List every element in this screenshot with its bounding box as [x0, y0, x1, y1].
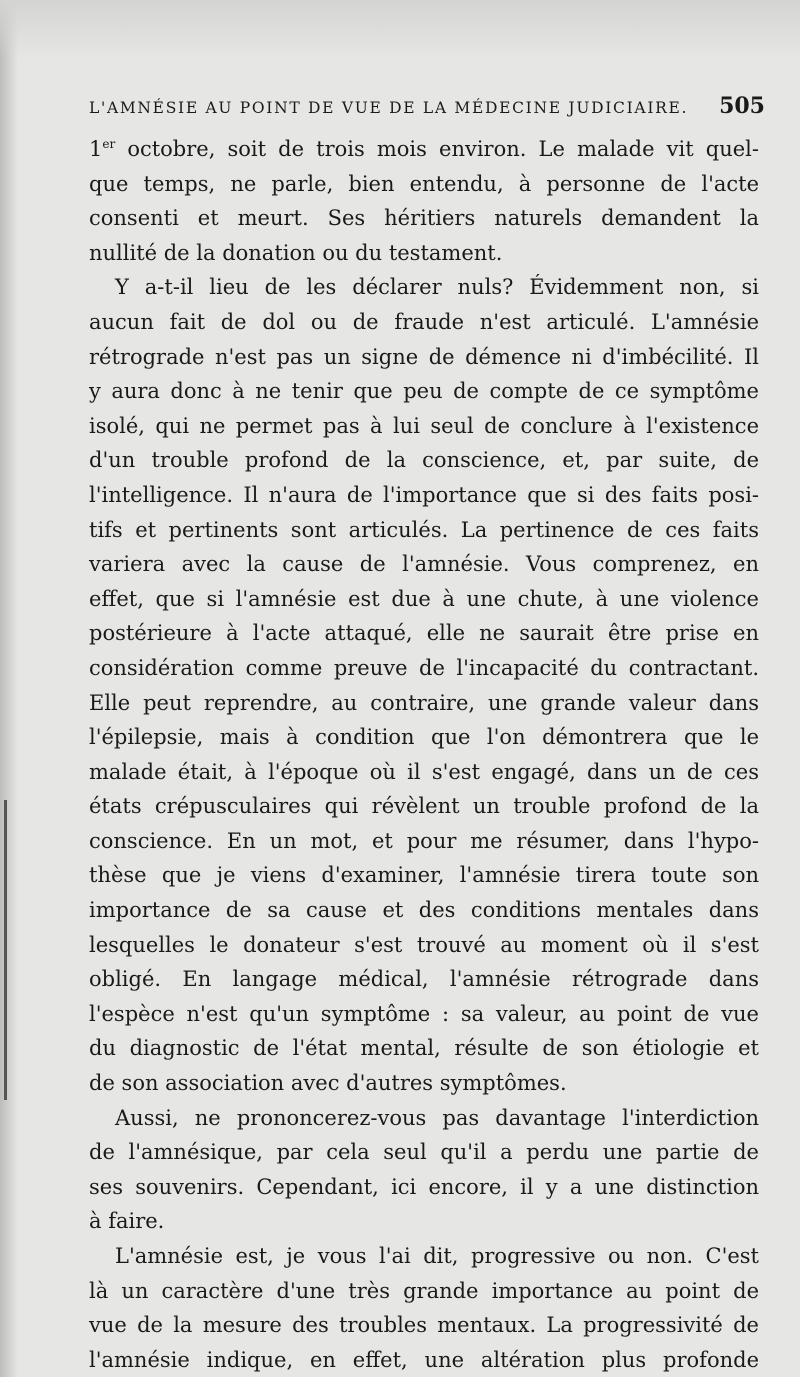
ordinal-number: 1: [89, 137, 103, 161]
page-number: 505: [719, 93, 765, 119]
text-line: d'un trouble profond de la conscience, et, par suite, de: [89, 448, 759, 473]
text-line: importance de sa cause et des conditions mentales dans: [89, 898, 759, 923]
text-line: vue de la mesure des troubles mentaux. La progressivité de: [89, 1313, 759, 1338]
text-line: là un caractère d'une très grande importance au point de: [89, 1278, 759, 1303]
text-line: que temps, ne parle, bien entendu, à personne de l'acte: [89, 171, 759, 196]
text-line: malade était, à l'époque où il s'est engagé, dans un de ces: [89, 759, 759, 784]
text-line: aucun fait de dol ou de fraude n'est articulé. L'amnésie: [89, 309, 759, 334]
running-title: L'AMNÉSIE AU POINT DE VUE DE LA MÉDECINE JUDICIAIRE.: [89, 99, 689, 117]
paragraph-start: Y a-t-il lieu de les déclarer nuls? Évidemment non, si: [115, 275, 759, 300]
paragraph-start: L'amnésie est, je vous l'ai dit, progressive ou non. C'est: [115, 1244, 759, 1268]
text-line: rétrograde n'est pas un signe de démence ni d'imbécilité. Il: [89, 344, 759, 369]
text-line: de son association avec d'autres symptômes.: [89, 1071, 567, 1096]
page-top-shadow: [0, 0, 800, 60]
text-line: effet, que si l'amnésie est due à une chute, à une violence: [89, 586, 759, 611]
text-line: [89, 132, 759, 167]
page-header: [89, 93, 765, 125]
text-line: obligé. En langage médical, l'amnésie rétrograde dans: [89, 967, 759, 992]
text-line: l'intelligence. Il n'aura de l'importance que si des faits posi-: [89, 482, 759, 507]
text-line: variera avec la cause de l'amnésie. Vous comprenez, en: [89, 552, 759, 577]
text-line: l'épilepsie, mais à condition que l'on démontrera que le: [89, 725, 759, 750]
text-line: du diagnostic de l'état mental, résulte de son étiologie et: [89, 1036, 759, 1061]
text-line: de l'amnésique, par cela seul qu'il a perdu une partie de: [89, 1140, 759, 1165]
body-text: [89, 132, 759, 1377]
text-line: consenti et meurt. Ses héritiers naturels demandent la: [89, 206, 759, 231]
text-line: thèse que je viens d'examiner, l'amnésie tirera toute son: [89, 863, 759, 888]
text-line: lesquelles le donateur s'est trouvé au moment où il s'est: [89, 932, 759, 957]
paragraph-start: Aussi, ne prononcerez-vous pas davantage l'interdiction: [115, 1105, 759, 1130]
text-line: tifs et pertinents sont articulés. La pertinence de ces faits: [89, 517, 759, 542]
margin-rule: [4, 800, 7, 1100]
text-line: isolé, qui ne permet pas à lui seul de conclure à l'existence: [89, 413, 759, 438]
ordinal-suffix: er: [102, 137, 116, 151]
text-line: considération comme preuve de l'incapacité du contractant.: [89, 655, 759, 680]
text-line: nullité de la donation ou du testament.: [89, 240, 503, 265]
text-line: y aura donc à ne tenir que peu de compte de ce symptôme: [89, 379, 759, 404]
line-text: octobre, soit de trois mois environ. Le malade vit quel-: [115, 137, 759, 161]
text-line: à faire.: [89, 1209, 165, 1234]
text-line: l'amnésie indique, en effet, une altération plus profonde: [89, 1347, 759, 1372]
text-line: états crépusculaires qui révèlent un trouble profond de la: [89, 794, 759, 819]
page-edge-shadow: [0, 0, 18, 1377]
text-line: conscience. En un mot, et pour me résumer, dans l'hypo-: [89, 828, 759, 853]
text-line: ses souvenirs. Cependant, ici encore, il y a une distinction: [89, 1174, 759, 1199]
text-line: Elle peut reprendre, au contraire, une grande valeur dans: [89, 690, 759, 715]
text-line: l'espèce n'est qu'un symptôme : sa valeur, au point de vue: [89, 1001, 759, 1026]
text-line: postérieure à l'acte attaqué, elle ne saurait être prise en: [89, 621, 759, 646]
